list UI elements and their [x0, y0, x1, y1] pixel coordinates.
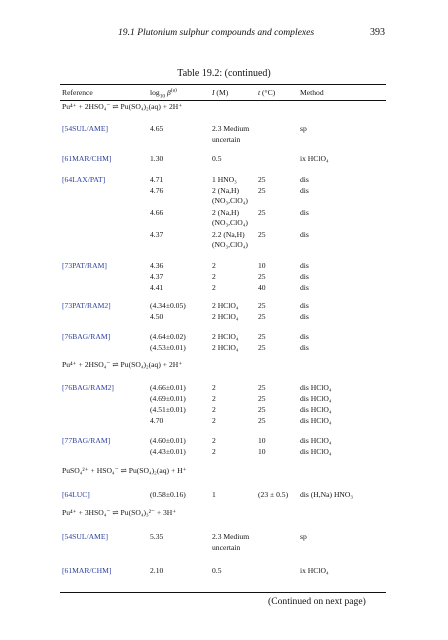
method-value: dis: [300, 261, 309, 270]
ionic-strength-value: 2.3 Medium: [212, 124, 250, 133]
reaction-equation: PuSO₄²⁺ + HSO₄⁻ ⇌ Pu(SO₄)₂(aq) + H⁺: [62, 466, 187, 475]
column-header-method: Method: [300, 88, 324, 97]
log-beta-value: (0.58±0.16): [150, 490, 186, 499]
ionic-strength-value: uncertain: [212, 135, 241, 144]
method-value: dis: [300, 301, 309, 310]
method-value: dis: [300, 283, 309, 292]
ionic-strength-value: 2: [212, 394, 216, 403]
page-number: 393: [370, 27, 385, 38]
log-beta-value: 4.41: [150, 283, 164, 292]
log-beta-value: 2.10: [150, 566, 164, 575]
table-top-rule: [60, 84, 386, 85]
temperature-value: 10: [258, 447, 266, 456]
table-caption: Table 19.2: (continued): [177, 68, 271, 79]
ionic-strength-value: 2: [212, 261, 216, 270]
method-value: dis: [300, 332, 309, 341]
method-value: ix HClO₄: [300, 154, 329, 163]
reaction-equation: Pu⁴⁺ + 3HSO₄⁻ ⇌ Pu(SO₄)₃²⁻ + 3H⁺: [62, 508, 177, 517]
method-value: sp: [300, 532, 307, 541]
log-beta-value: 4.76: [150, 186, 164, 195]
temperature-value: 25: [258, 175, 266, 184]
ionic-strength-value: 2: [212, 272, 216, 281]
ionic-strength-value: 2: [212, 383, 216, 392]
method-value: dis HClO₄: [300, 405, 332, 414]
log-beta-value: 4.50: [150, 312, 164, 321]
ionic-strength-value: 2 HClO₄: [212, 312, 239, 321]
column-header-temperature: t (°C): [258, 88, 276, 97]
log-beta-value: (4.69±0.01): [150, 394, 186, 403]
table-header-rule: [60, 100, 386, 101]
temperature-value: 10: [258, 261, 266, 270]
reference-link[interactable]: [61MAR/CHM]: [62, 154, 112, 163]
method-value: dis HClO₄: [300, 447, 332, 456]
ionic-strength-value: (NO₃,ClO₄): [212, 196, 248, 205]
temperature-value: (23 ± 0.5): [258, 490, 289, 499]
reference-link[interactable]: [64LUC]: [62, 490, 90, 499]
temperature-value: 25: [258, 301, 266, 310]
ionic-strength-value: 2.3 Medium: [212, 532, 250, 541]
temperature-value: 25: [258, 383, 266, 392]
ionic-strength-value: 2: [212, 283, 216, 292]
log-beta-value: 4.70: [150, 416, 164, 425]
running-header: 19.1 Plutonium sulphur compounds and complexes: [118, 27, 315, 38]
method-value: dis (H,Na) HNO₃: [300, 490, 354, 499]
log-beta-value: (4.60±0.01): [150, 436, 186, 445]
table-bottom-rule: [60, 592, 386, 593]
ionic-strength-value: 2 HClO₄: [212, 332, 239, 341]
temperature-value: 25: [258, 230, 266, 239]
reference-link[interactable]: [54SUL/AME]: [62, 124, 108, 133]
method-value: dis HClO₄: [300, 416, 332, 425]
temperature-value: 40: [258, 283, 266, 292]
log-beta-value: 4.37: [150, 272, 164, 281]
log-beta-value: 4.65: [150, 124, 164, 133]
ionic-strength-value: 1 HNO₃: [212, 175, 237, 184]
ionic-strength-value: 2: [212, 416, 216, 425]
reference-link[interactable]: [73PAT/RAM]: [62, 261, 107, 270]
method-value: dis HClO₄: [300, 436, 332, 445]
ionic-strength-value: (NO₃,ClO₄): [212, 240, 248, 249]
reference-link[interactable]: [61MAR/CHM]: [62, 566, 112, 575]
temperature-value: 25: [258, 272, 266, 281]
log-beta-value: 4.36: [150, 261, 164, 270]
log-beta-value: (4.64±0.02): [150, 332, 186, 341]
temperature-value: 25: [258, 405, 266, 414]
method-value: dis HClO₄: [300, 394, 332, 403]
column-header-log-beta: $\log_{10} \beta^{(a)}$: [150, 87, 177, 100]
method-value: dis: [300, 272, 309, 281]
ionic-strength-value: 2 HClO₄: [212, 343, 239, 352]
log-beta-value: 4.71: [150, 175, 164, 184]
log-beta-value: (4.43±0.01): [150, 447, 186, 456]
log-beta-value: (4.66±0.01): [150, 383, 186, 392]
ionic-strength-value: 2: [212, 405, 216, 414]
method-value: dis: [300, 343, 309, 352]
log-beta-value: (4.34±0.05): [150, 301, 186, 310]
ionic-strength-value: 2.2 (Na,H): [212, 230, 245, 239]
temperature-value: 25: [258, 343, 266, 352]
log-beta-value: (4.53±0.01): [150, 343, 186, 352]
ionic-strength-value: 2 HClO₄: [212, 301, 239, 310]
column-header-reference: Reference: [62, 88, 93, 97]
reference-link[interactable]: [54SUL/AME]: [62, 532, 108, 541]
reaction-equation: Pu⁴⁺ + 2HSO₄⁻ ⇌ Pu(SO₄)₂(aq) + 2H⁺: [62, 360, 183, 369]
temperature-value: 25: [258, 416, 266, 425]
method-value: dis: [300, 186, 309, 195]
continued-note: (Continued on next page): [268, 596, 366, 607]
reaction-equation: Pu⁴⁺ + 2HSO₄⁻ ⇌ Pu(SO₄)₂(aq) + 2H⁺: [62, 102, 183, 111]
log-beta-value: 4.37: [150, 230, 164, 239]
reference-link[interactable]: [64LAX/PAT]: [62, 175, 106, 184]
reference-link[interactable]: [76BAG/RAM]: [62, 332, 111, 341]
reference-link[interactable]: [76BAG/RAM2]: [62, 383, 114, 392]
log-beta-value: 5.35: [150, 532, 164, 541]
temperature-value: 25: [258, 332, 266, 341]
temperature-value: 25: [258, 208, 266, 217]
log-beta-value: (4.51±0.01): [150, 405, 186, 414]
temperature-value: 25: [258, 186, 266, 195]
method-value: ix HClO₄: [300, 566, 329, 575]
temperature-value: 10: [258, 436, 266, 445]
log-beta-value: 1.30: [150, 154, 164, 163]
temperature-value: 25: [258, 394, 266, 403]
method-value: dis: [300, 230, 309, 239]
method-value: dis HClO₄: [300, 383, 332, 392]
ionic-strength-value: 2 (Na,H): [212, 208, 239, 217]
ionic-strength-value: 2: [212, 447, 216, 456]
ionic-strength-value: 0.5: [212, 154, 222, 163]
method-value: sp: [300, 124, 307, 133]
ionic-strength-value: uncertain: [212, 543, 241, 552]
method-value: dis: [300, 175, 309, 184]
temperature-value: 25: [258, 312, 266, 321]
ionic-strength-value: 2: [212, 436, 216, 445]
reference-link[interactable]: [73PAT/RAM2]: [62, 301, 111, 310]
ionic-strength-value: (NO₃,ClO₄): [212, 218, 248, 227]
log-beta-value: 4.66: [150, 208, 164, 217]
ionic-strength-value: 2 (Na,H): [212, 186, 239, 195]
ionic-strength-value: 0.5: [212, 566, 222, 575]
method-value: dis: [300, 312, 309, 321]
method-value: dis: [300, 208, 309, 217]
reference-link[interactable]: [77BAG/RAM]: [62, 436, 111, 445]
ionic-strength-value: 1: [212, 490, 216, 499]
column-header-ionic-strength: I (M): [212, 88, 229, 97]
